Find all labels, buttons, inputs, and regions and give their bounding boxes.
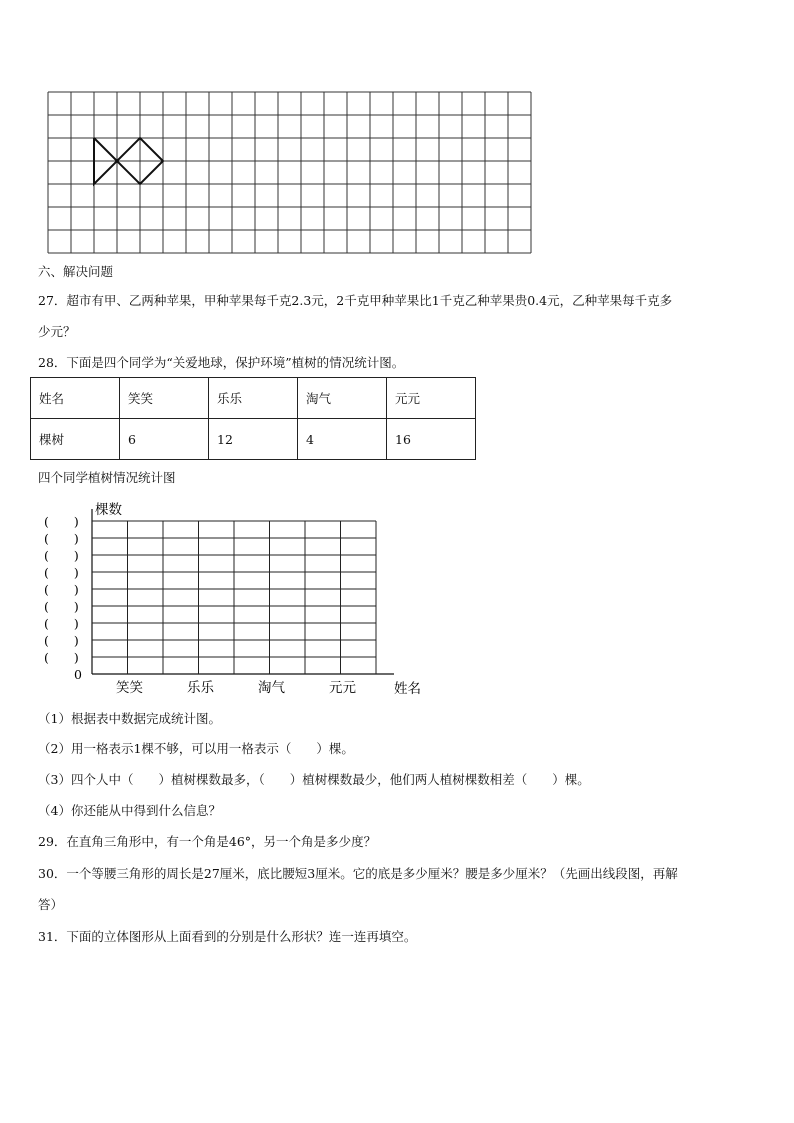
table-cell: 笑笑 xyxy=(120,378,209,419)
y-tick-label: ( ) xyxy=(44,633,79,648)
table-cell: 12 xyxy=(209,419,298,460)
question-28-intro: 28．下面是四个同学为“关爱地球，保护环境”植树的情况统计图。 xyxy=(38,355,405,370)
table-cell: 16 xyxy=(387,419,476,460)
y-tick-label: ( ) xyxy=(44,616,79,631)
x-tick-label: 笑笑 xyxy=(116,680,143,696)
x-tick-label: 乐乐 xyxy=(187,680,214,696)
x-tick-label: 元元 xyxy=(329,680,356,696)
table-row xyxy=(31,419,476,460)
question-29: 29．在直角三角形中，有一个角是46°，另一个角是多少度？ xyxy=(38,834,377,849)
y-tick-label: ( ) xyxy=(44,514,79,529)
y-tick-label: ( ) xyxy=(44,548,79,563)
question-28-sub3: （3）四个人中（ ）植树棵数最多，（ ）植树棵数最少，他们两人植树棵数相差（ ）棵。 xyxy=(38,772,590,787)
table-row xyxy=(31,378,476,419)
question-30-line2: 答） xyxy=(38,897,64,912)
table-cell: 6 xyxy=(120,419,209,460)
question-31: 31．下面的立体图形从上面看到的分别是什么形状？连一连再填空。 xyxy=(38,929,417,944)
y-tick-label: ( ) xyxy=(44,531,79,546)
x-axis-label: 姓名 xyxy=(394,681,421,697)
table-cell: 淘气 xyxy=(298,378,387,419)
table-cell: 姓名 xyxy=(31,378,120,419)
question-30-line1: 30．一个等腰三角形的周长是27厘米，底比腰短3厘米。它的底是多少厘米？腰是多少厘米？（先画出线段图，再解 xyxy=(38,866,678,881)
tree-planting-table xyxy=(30,377,476,460)
question-27-line1: 27．超市有甲、乙两种苹果，甲种苹果每千克2.3元，2千克甲种苹果比1千克乙种苹果贵0.4元，乙种苹果每千克多 xyxy=(38,293,673,308)
table-cell: 棵树 xyxy=(31,419,120,460)
y-axis-label: 棵数 xyxy=(95,502,122,518)
blank-bar-chart xyxy=(38,495,438,705)
y-tick-label: ( ) xyxy=(44,565,79,580)
chart-title: 四个同学植树情况统计图 xyxy=(38,470,176,485)
drawing-grid xyxy=(40,85,540,260)
question-28-sub1: （1）根据表中数据完成统计图。 xyxy=(38,711,221,726)
question-27-line2: 少元？ xyxy=(38,324,76,339)
y-tick-label: ( ) xyxy=(44,650,79,665)
y-tick-label: ( ) xyxy=(44,582,79,597)
table-cell: 乐乐 xyxy=(209,378,298,419)
question-28-sub2: （2）用一格表示1棵不够，可以用一格表示（ ）棵。 xyxy=(38,741,354,756)
table-cell: 元元 xyxy=(387,378,476,419)
table-cell: 4 xyxy=(298,419,387,460)
x-tick-label: 淘气 xyxy=(258,680,285,696)
section-heading: 六、解决问题 xyxy=(38,264,114,279)
y-origin-label: 0 xyxy=(74,667,82,682)
y-tick-label: ( ) xyxy=(44,599,79,614)
question-28-sub4: （4）你还能从中得到什么信息？ xyxy=(38,803,221,818)
